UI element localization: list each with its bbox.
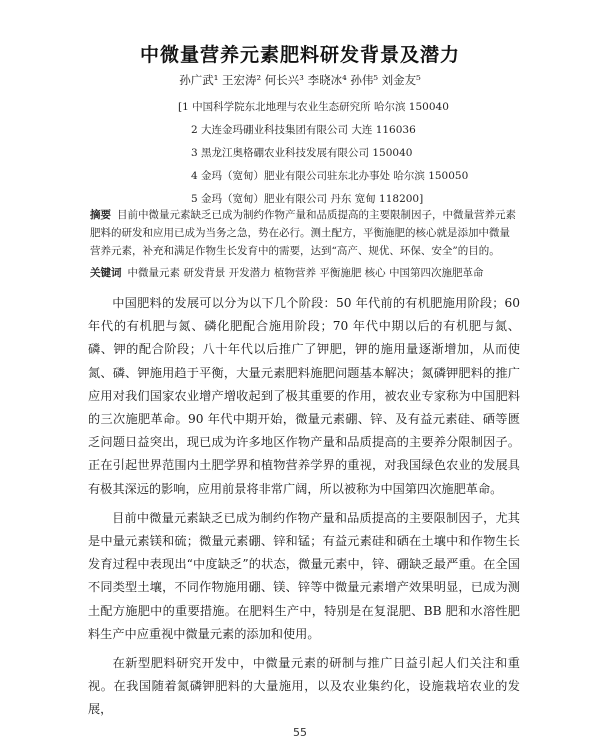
abstract-label: 摘要 [90, 209, 111, 221]
abstract-text: 目前中微量元素缺乏已成为制约作物产量和品质提高的主要限制因子，中微量营养元素肥料的研发和应用已成为当务之急，势在必行。测土配方，平衡施肥的核心就是添加中微量营养元素，补充和满足作物生长发育中的需要，达到“高产、规优、环保、安全”的目的。 [90, 209, 516, 257]
paper-title: 中微量营养元素肥料研发背景及潜力 [139, 44, 460, 66]
author-list: 孙广武¹ 王宏涛² 何长兴³ 李晓冰⁴ 孙伟⁵ 刘金友⁵ [179, 73, 421, 87]
paragraph-text: 中国肥料的发展可以分为以下几个阶段：50 年代前的有机肥施用阶段；60 年代的有机肥与氮、磷化肥配合施用阶段；70 年代中期以后的有机肥与氮、磷、钾的配合阶段；八十年代以后推广了钾肥，钾的施用量逐渐增加，从而使氮、磷、钾施用趋于平衡，大量元素肥料施肥问题基本解决；氮磷钾肥料的推广应用对我们国家农业增产增收起到了极其重要的作用，被农业专家称为中国肥料的三次施肥革命。90 年代中期开始，微量元素硼、锌、及有益元素硅、硒等匮乏问题日益突出，现已成为许多地区作物产量和品质提高的主要养分限制因子。正在引起世界范围内土肥学界和植物营养学界的重视，对我国绿色农业的发展具有极其深远的影响，应用前景将非常广阔，所以被称为中国第四次施肥革命。 [88, 296, 520, 496]
body-paragraph-1 [88, 292, 520, 501]
keywords-label: 关键词 [90, 267, 122, 279]
affiliation-1: [1 中国科学院东北地理与农业生态研究所 哈尔滨 150040 [178, 101, 449, 113]
affiliation-list [178, 96, 508, 211]
body-paragraph-2 [88, 507, 520, 646]
page-number: 55 [293, 726, 307, 739]
affiliation-4: 4 金玛（宽甸）肥业有限公司驻东北办事处 哈尔滨 150050 [191, 170, 469, 182]
affiliation-2: 2 大连金玛硼业科技集团有限公司 大连 116036 [191, 124, 416, 136]
affiliation-5: 5 金玛（宽甸）肥业有限公司 丹东 宽甸 118200] [191, 193, 424, 205]
body-paragraph-3 [88, 652, 520, 722]
keywords [90, 264, 520, 282]
keywords-text: 中微量元素 研发背景 开发潜力 植物营养 平衡施肥 核心 中国第四次施肥革命 [127, 267, 484, 279]
paragraph-text: 在新型肥料研究开发中，中微量元素的研制与推广日益引起人们关注和重视。在我国随着氮磷钾肥料的大量施用，以及农业集约化，设施栽培农业的发展， [88, 656, 520, 717]
affiliation-3: 3 黑龙江奥格硼农业科技发展有限公司 150040 [191, 147, 413, 159]
paragraph-text: 目前中微量元素缺乏已成为制约作物产量和品质提高的主要限制因子，尤其是中量元素镁和硫；微量元素硼、锌和锰；有益元素硅和硒在土壤中和作物生长发育过程中表现出“中度缺乏”的状态，微量元素中，锌、硼缺乏最严重。在全国不同类型土壤，不同作物施用硼、镁、锌等中微量元素增产效果明显，已成为测土配方施肥中的重要措施。在肥料生产中，特别是在复混肥、BB 肥和水溶性肥料生产中应重视中微量元素的添加和使用。 [88, 510, 520, 641]
abstract [90, 206, 520, 260]
body-text [88, 292, 520, 728]
